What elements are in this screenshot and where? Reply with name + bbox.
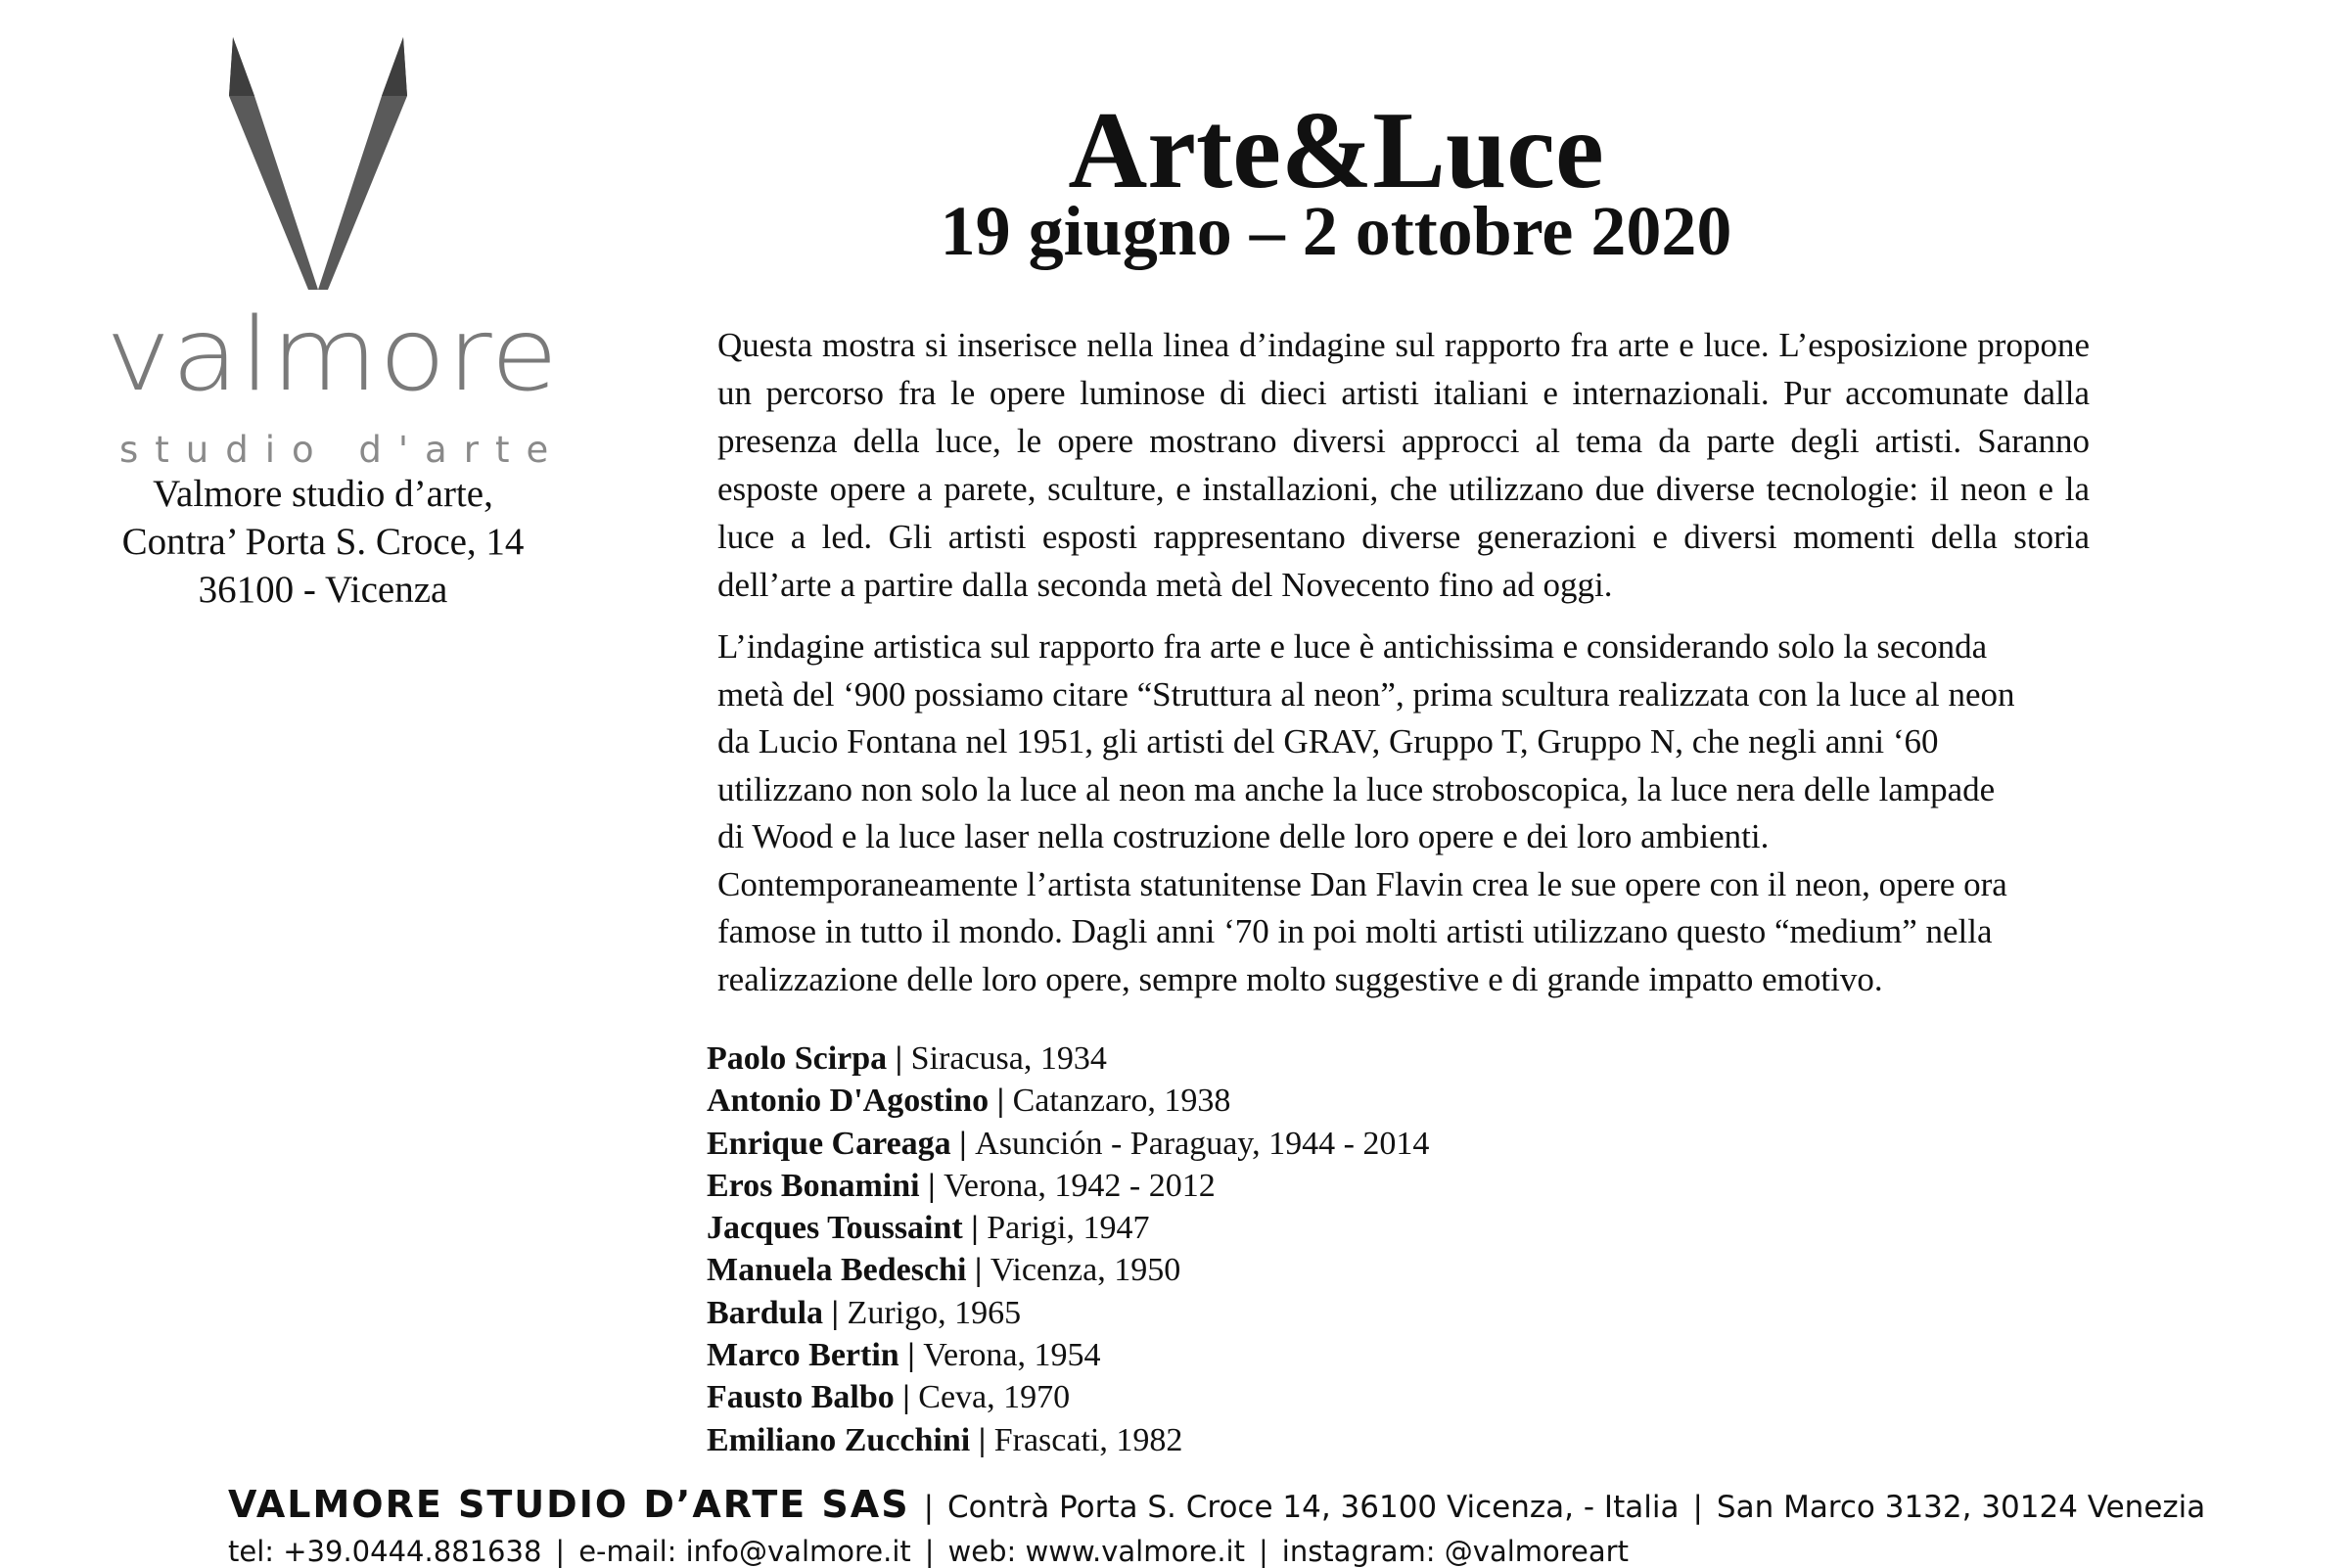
footer-instagram[interactable]: instagram: @valmoreart: [1281, 1535, 1629, 1568]
artist-info: Asunción - Paraguay, 1944 - 2014: [975, 1125, 1430, 1162]
artist-name: Paolo Scirpa: [707, 1040, 888, 1077]
history-line: Contemporaneamente l’artista statunitense Dan Flavin crea le sue opere con il neon, opere ora: [717, 864, 2007, 903]
footer-address-vicenza: Contrà Porta S. Croce 14, 36100 Vicenza, - Italia: [947, 1490, 1680, 1525]
artist-item: Bardula | Zurigo, 1965: [707, 1294, 1022, 1331]
footer-web[interactable]: web: www.valmore.it: [947, 1535, 1245, 1568]
artist-item: Antonio D'Agostino | Catanzaro, 1938: [707, 1083, 1231, 1120]
address-line-3: 36100 - Vicenza: [198, 569, 448, 611]
history-line: di Wood e la luce laser nella costruzione delle loro opere e dei loro ambienti.: [717, 817, 1770, 855]
artist-name: Marco Bertin: [707, 1337, 899, 1374]
artist-item: Marco Bertin | Verona, 1954: [707, 1337, 1101, 1374]
footer-brand: VALMORE STUDIO D’ARTE SAS: [228, 1483, 910, 1526]
artist-item: Enrique Careaga | Asunción - Paraguay, 1944 - 2014: [707, 1125, 1430, 1162]
artist-info: Siracusa, 1934: [910, 1040, 1107, 1077]
v-chevron-logo-icon: [225, 37, 411, 290]
artist-info: Vicenza, 1950: [990, 1252, 1181, 1289]
artist-name: Jacques Toussaint: [707, 1210, 963, 1247]
artist-item: Fausto Balbo | Ceva, 1970: [707, 1379, 1071, 1416]
footer-tel: tel: +39.0444.881638: [228, 1535, 542, 1568]
artist-info: Verona, 1942 - 2012: [944, 1167, 1216, 1204]
footer-address-venezia: San Marco 3132, 30124 Venezia: [1716, 1490, 2206, 1525]
gallery-address: [69, 470, 577, 614]
artist-info: Catanzaro, 1938: [1012, 1083, 1231, 1120]
history-line: famose in tutto il mondo. Dagli anni ‘70 in poi molti artisti utilizzano questo “medium” nella: [717, 912, 1993, 950]
artist-name: Manuela Bedeschi: [707, 1252, 967, 1289]
history-line: realizzazione delle loro opere, sempre molto suggestive e di grande impatto emotivo.: [717, 959, 1883, 998]
artist-name: Fausto Balbo: [707, 1379, 895, 1416]
address-line-1: Valmore studio d’arte,: [153, 473, 493, 515]
footer-email[interactable]: e-mail: info@valmore.it: [578, 1535, 911, 1568]
artist-info: Frascati, 1982: [993, 1421, 1183, 1458]
footer-contact-line: tel: +39.0444.881638 | e-mail: info@valmore.it | web: www.valmore.it | instagram: @valmoreart: [228, 1535, 1629, 1568]
artist-info: Verona, 1954: [923, 1337, 1101, 1374]
exhibition-dates: 19 giugno – 2 ottobre 2020: [940, 192, 1732, 270]
artist-info: Ceva, 1970: [918, 1379, 1071, 1416]
artist-info: Parigi, 1947: [987, 1210, 1150, 1247]
artist-name: Emiliano Zucchini: [707, 1421, 971, 1458]
artist-list: [707, 1038, 1685, 1461]
artist-info: Zurigo, 1965: [847, 1294, 1022, 1331]
history-paragraph: [717, 623, 2090, 1003]
logo-tagline: studio d'arte: [119, 429, 566, 471]
artist-item: Paolo Scirpa | Siracusa, 1934: [707, 1040, 1107, 1077]
history-line: L’indagine artistica sul rapporto fra arte e luce è antichissima e considerando solo la seconda: [717, 627, 1988, 666]
artist-name: Antonio D'Agostino: [707, 1083, 990, 1120]
history-line: da Lucio Fontana nel 1951, gli artisti del GRAV, Gruppo T, Gruppo N, che negli anni ‘60: [717, 722, 1939, 761]
artist-item: Eros Bonamini | Verona, 1942 - 2012: [707, 1167, 1216, 1204]
artist-name: Bardula: [707, 1294, 824, 1331]
artist-item: Manuela Bedeschi | Vicenza, 1950: [707, 1252, 1181, 1289]
artist-name: Enrique Careaga: [707, 1125, 951, 1162]
artist-item: Emiliano Zucchini | Frascati, 1982: [707, 1421, 1183, 1458]
footer-address-line: VALMORE STUDIO D’ARTE SAS | Contrà Porta S. Croce 14, 36100 Vicenza, - Italia | San Marco 3132, 30124 Venezia: [228, 1483, 2206, 1526]
exhibition-title: Arte&Luce: [1068, 90, 1604, 211]
intro-paragraph: Questa mostra si inserisce nella linea d’indagine sul rapporto fra arte e luce. L’esposizione propone un percorso fra le opere luminose di dieci artisti italiani e internazionali. Pur accomunate dalla presenza della luce, le opere mostrano diversi approcci al tema da parte degli artisti. Saranno esposte opere a parete, sculture, e installazioni, che utilizzano due diverse tecnologie: il neon e la luce a led. Gli artisti esposti rappresentano diverse generazioni e diversi momenti della storia dell’arte a partire dalla seconda metà del Novecento fino ad oggi.: [717, 326, 2090, 604]
history-line: metà del ‘900 possiamo citare “Struttura al neon”, prima scultura realizzata con la luce al neon: [717, 674, 2015, 714]
history-line: utilizzano non solo la luce al neon ma anche la luce stroboscopica, la luce nera delle lampade: [717, 769, 1996, 808]
address-line-2: Contra’ Porta S. Croce, 14: [121, 521, 525, 563]
artist-name: Eros Bonamini: [707, 1167, 920, 1204]
logo-wordmark: valmore: [106, 297, 560, 414]
artist-item: Jacques Toussaint | Parigi, 1947: [707, 1210, 1150, 1247]
